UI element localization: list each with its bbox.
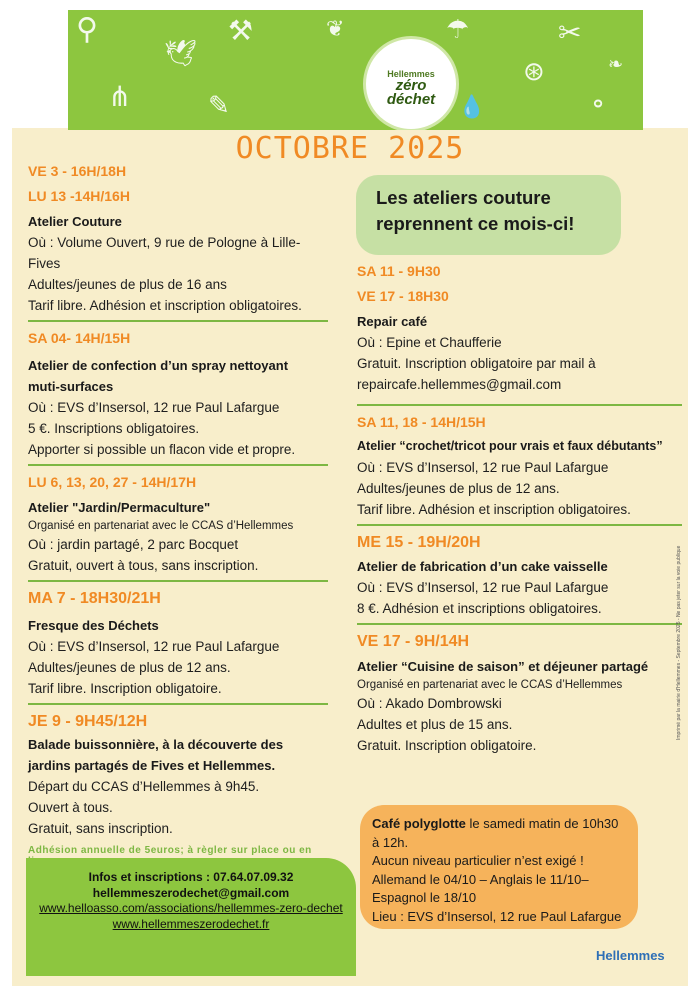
print-mention xyxy=(676,730,682,740)
event-date: VE 17 - 18H30 xyxy=(357,288,449,304)
event-line: 5 €. Inscriptions obligatoires. xyxy=(28,421,200,436)
shovel-icon: ⚒ xyxy=(228,15,254,46)
event-title: Atelier de fabrication d’un cake vaisselle xyxy=(357,559,608,574)
event-line: Où : EVS d’Insersol, 12 rue Paul Lafargue xyxy=(357,460,609,475)
header-banner xyxy=(68,10,643,130)
event-partner: Organisé en partenariat avec le CCAS d’Hellemmes xyxy=(357,679,623,691)
cafe-line1 xyxy=(372,815,626,852)
cafe-line3: Allemand le 04/10 – Anglais le 11/10– Espagnol le 18/10 xyxy=(372,871,589,905)
event-line: Gratuit. Inscription obligatoire par mail à xyxy=(357,356,596,371)
event xyxy=(357,412,682,520)
announcement-line2: reprennent ce mois-ci! xyxy=(376,213,575,234)
event-line: Départ du CCAS d’Hellemmes à 9h45. xyxy=(28,779,260,794)
left-column xyxy=(28,161,328,867)
event-line: Où : EVS d’Insersol, 12 rue Paul Lafargue xyxy=(28,400,280,415)
contact-phone: Infos et inscriptions : 07.64.07.09.32 xyxy=(88,870,294,884)
event-date: LU 6, 13, 20, 27 - 14H/17H xyxy=(28,474,197,490)
watering-can-icon: ☂ xyxy=(446,14,470,44)
right-column xyxy=(357,261,682,756)
divider xyxy=(28,580,328,582)
event-line: Où : Volume Ouvert, 9 rue de Pologne à Lille-Fives xyxy=(28,235,301,271)
event-date: SA 11 - 9H30 xyxy=(357,263,441,279)
event-line: Tarif libre. Adhésion et inscription obligatoires. xyxy=(357,502,631,517)
event xyxy=(357,631,682,756)
event-date: JE 9 - 9H45/12H xyxy=(28,713,148,730)
cafe-title: Café polyglotte xyxy=(372,816,466,831)
event-line: Adultes/jeunes de plus de 12 ans. xyxy=(28,660,231,675)
cafe-polyglotte-box xyxy=(360,805,638,929)
event-date: MA 7 - 18H30/21H xyxy=(28,590,161,607)
event-title: Atelier de confection d’un spray nettoyant muti-surfaces xyxy=(28,358,289,394)
event-title: Atelier Couture xyxy=(28,214,122,229)
divider xyxy=(357,623,682,625)
event xyxy=(28,161,328,316)
event-line: repaircafe.hellemmes@gmail.com xyxy=(357,377,562,392)
hellemmes-logo: Hellemmes xyxy=(596,948,665,963)
logo-line1: Hellemmes xyxy=(387,69,435,79)
event-date: LU 13 -14H/16H xyxy=(28,188,130,204)
event-line: Où : jardin partagé, 2 parc Bocquet xyxy=(28,537,239,552)
leaf-icon: ❦ xyxy=(326,16,345,41)
zero-dechet-logo xyxy=(363,36,459,130)
event-date: ME 15 - 19H/20H xyxy=(357,534,481,551)
event-line: Adultes/jeunes de plus de 12 ans. xyxy=(357,481,560,496)
event-line: 8 €. Adhésion et inscriptions obligatoires. xyxy=(357,601,602,616)
event-line: Gratuit, sans inscription. xyxy=(28,821,173,836)
event-line: Où : EVS d’Insersol, 12 rue Paul Lafargue xyxy=(357,580,609,595)
event xyxy=(28,328,328,460)
event xyxy=(28,472,328,576)
event-title: Fresque des Déchets xyxy=(28,618,159,633)
spoon-icon: ⚬ xyxy=(588,91,609,118)
event-line: Tarif libre. Inscription obligatoire. xyxy=(28,681,222,696)
divider xyxy=(28,320,328,322)
cafe-schedule: le samedi matin de 10h30 à 12h. xyxy=(372,816,619,850)
website-link[interactable]: www.hellemmeszerodechet.fr xyxy=(112,916,270,931)
event-date: SA 11, 18 - 14H/15H xyxy=(357,414,486,430)
event-line: Apporter si possible un flacon vide et propre. xyxy=(28,442,296,457)
event-line: Gratuit, ouvert à tous, sans inscription. xyxy=(28,558,259,573)
membership-note: Adhésion annuelle de 5euros; à règler sur place ou en xyxy=(28,845,312,856)
announcement-line1: Les ateliers couture xyxy=(376,187,551,208)
event xyxy=(357,532,682,619)
event-line: Où : Akado Dombrowski xyxy=(357,696,502,711)
event xyxy=(357,261,682,395)
rake-icon: ⋔ xyxy=(108,81,132,112)
month-title: OCTOBRE 2025 xyxy=(235,131,465,166)
event-date: SA 04- 14H/15H xyxy=(28,330,131,346)
event-date: VE 3 - 16H/18H xyxy=(28,163,127,179)
divider xyxy=(357,524,682,526)
bird-icon: 🕊 xyxy=(164,38,198,68)
logo-line3: déchet xyxy=(386,91,436,108)
event-line: Ouvert à tous. xyxy=(28,800,113,815)
cafe-line4: Lieu : EVS d’Insersol, 12 rue Paul Lafargue xyxy=(372,908,622,924)
divider xyxy=(357,404,682,406)
divider xyxy=(28,703,328,705)
divider xyxy=(28,464,328,466)
cafe-line2: Aucun niveau particulier n’est exigé ! xyxy=(372,853,584,868)
whisk-icon: ⚲ xyxy=(76,13,98,46)
event xyxy=(28,711,328,839)
contact-box xyxy=(26,858,356,976)
event-line: Adultes/jeunes de plus de 16 ans xyxy=(28,277,227,292)
event-title: Repair café xyxy=(357,314,428,329)
leaf-icon: ❧ xyxy=(608,54,624,74)
spool-icon: ⊛ xyxy=(523,56,545,86)
event-line: Tarif libre. Adhésion et inscription obligatoires. xyxy=(28,298,302,313)
couture-announcement xyxy=(356,175,621,255)
needle-icon: ✎ xyxy=(208,90,230,120)
helloasso-link[interactable]: www.helloasso.com/associations/hellemmes-zero-dechet xyxy=(39,901,343,915)
event-line: Où : Epine et Chaufferie xyxy=(357,335,502,350)
event-date: VE 17 - 9H/14H xyxy=(357,633,470,650)
contact-email[interactable]: hellemmeszerodechet@gmail.com xyxy=(92,885,290,900)
event-line: Gratuit. Inscription obligatoire. xyxy=(357,738,537,753)
event-partner: Organisé en partenariat avec le CCAS d’Hellemmes xyxy=(28,520,294,532)
event-title: Atelier "Jardin/Permaculture" xyxy=(28,500,211,515)
event-title: Balade buissonnière, à la découverte des jardins partagés de Fives et Hellemmes. xyxy=(28,737,284,773)
event-title: Atelier “Cuisine de saison” et déjeuner partagé xyxy=(357,659,649,674)
event-title: Atelier “crochet/tricot pour vrais et faux débutants” xyxy=(357,439,663,453)
event-line: Où : EVS d’Insersol, 12 rue Paul Lafargue xyxy=(28,639,280,654)
pliers-icon: ✂ xyxy=(558,17,582,48)
drop-icon: 💧 xyxy=(458,94,486,119)
event-line: Adultes et plus de 15 ans. xyxy=(357,717,513,732)
event xyxy=(28,588,328,699)
logo-line2: zéro xyxy=(395,77,427,94)
